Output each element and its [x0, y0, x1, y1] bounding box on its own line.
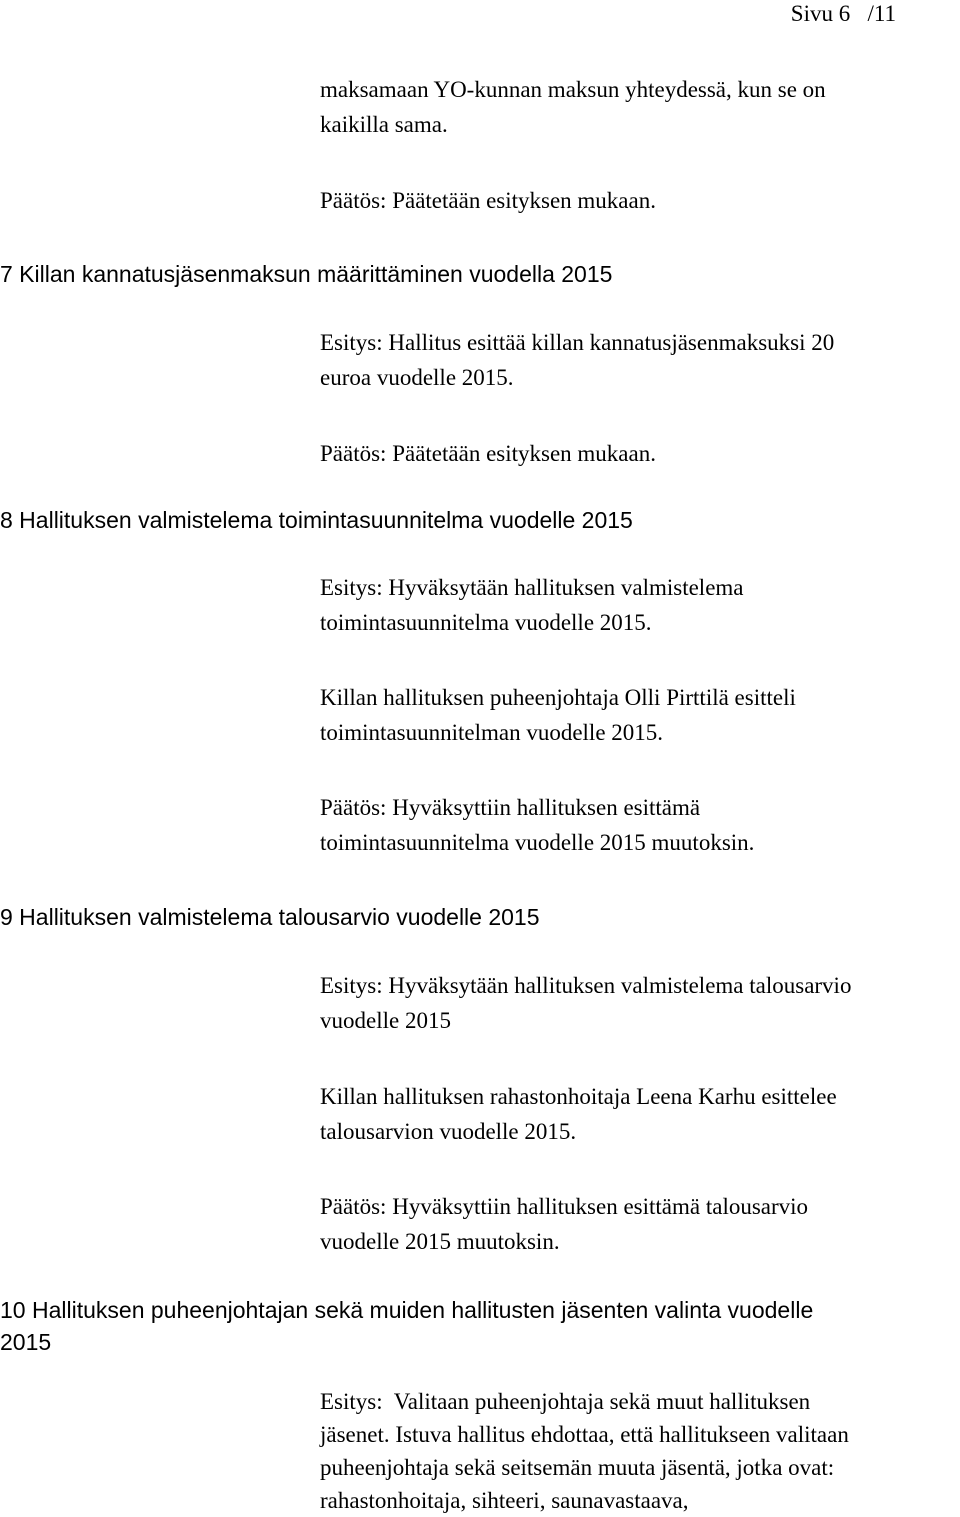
text-line: Killan hallituksen rahastonhoitaja Leena Karhu esittelee: [320, 1084, 837, 1109]
proposal-paragraph: [320, 1385, 940, 1517]
section-heading-7: [0, 258, 960, 290]
section-number: 9: [0, 904, 13, 930]
text-line: Hyväksytään hallituksen valmistelema: [382, 575, 744, 600]
proposal-label: Esitys:: [320, 575, 383, 600]
section-number: 10: [0, 1297, 26, 1323]
section-title: Hallituksen valmistelema toimintasuunnitelma vuodelle 2015: [12, 507, 633, 533]
section-heading-10: [0, 1294, 960, 1358]
proposal-label: Esitys:: [320, 973, 383, 998]
text-line: maksamaan YO-kunnan maksun yhteydessä, kun se on: [320, 77, 826, 102]
text-line: vuodelle 2015: [320, 1008, 451, 1033]
text-line: Hyväksytään hallituksen valmistelema talousarvio: [382, 973, 852, 998]
text-line: Killan hallituksen puheenjohtaja Olli Pirttilä esitteli: [320, 685, 796, 710]
text-line: toimintasuunnitelma vuodelle 2015.: [320, 610, 652, 635]
section-title: Hallituksen valmistelema talousarvio vuodelle 2015: [12, 904, 540, 930]
text-line: Hyväksyttiin hallituksen esittämä talousarvio: [386, 1194, 809, 1219]
decision-label: Päätös:: [320, 441, 387, 466]
text-line: Valitaan puheenjohtaja sekä muut hallituksen: [382, 1389, 811, 1414]
text-line: Hyväksyttiin hallituksen esittämä: [386, 795, 701, 820]
proposal-paragraph: [320, 325, 940, 395]
decision-paragraph: [320, 436, 940, 471]
text-line: rahastonhoitaja, sihteeri, saunavastaava,: [320, 1488, 689, 1513]
text-line: toimintasuunnitelman vuodelle 2015.: [320, 720, 664, 745]
section-heading-9: [0, 901, 960, 933]
decision-label: Päätös:: [320, 795, 387, 820]
text-line: euroa vuodelle 2015.: [320, 365, 514, 390]
proposal-paragraph: [320, 570, 940, 640]
text-line: Hallitus esittää killan kannatusjäsenmaksuksi 20: [382, 330, 835, 355]
proposal-paragraph: [320, 968, 940, 1038]
paragraph: [320, 680, 940, 750]
decision-paragraph: [320, 790, 940, 860]
text-line: puheenjohtaja sekä seitsemän muuta jäsentä, jotka ovat:: [320, 1455, 835, 1480]
section-title-continuation: 2015: [0, 1329, 52, 1355]
page-number: Sivu 6 /11: [790, 1, 896, 26]
text-line: kaikilla sama.: [320, 112, 448, 137]
text-line: vuodelle 2015 muutoksin.: [320, 1229, 560, 1254]
text-line: jäsenet. Istuva hallitus ehdottaa, että hallitukseen valitaan: [320, 1422, 849, 1447]
paragraph-continuation: [320, 72, 940, 142]
proposal-label: Esitys:: [320, 330, 383, 355]
decision-label: Päätös:: [320, 188, 387, 213]
section-title: Hallituksen puheenjohtajan sekä muiden hallitusten jäsenten valinta vuodelle: [25, 1297, 814, 1323]
section-number: 8: [0, 507, 13, 533]
decision-text: Päätetään esityksen mukaan.: [386, 441, 656, 466]
decision-label: Päätös:: [320, 1194, 387, 1219]
decision-text: Päätetään esityksen mukaan.: [386, 188, 656, 213]
section-heading-8: [0, 504, 960, 536]
section-number: 7: [0, 261, 13, 287]
decision-paragraph: [320, 1189, 940, 1259]
text-line: toimintasuunnitelma vuodelle 2015 muutoksin.: [320, 830, 755, 855]
paragraph: [320, 1079, 940, 1149]
proposal-label: Esitys:: [320, 1389, 383, 1414]
text-line: talousarvion vuodelle 2015.: [320, 1119, 577, 1144]
section-title: Killan kannatusjäsenmaksun määrittäminen vuodella 2015: [12, 261, 613, 287]
decision-paragraph: [320, 183, 940, 218]
